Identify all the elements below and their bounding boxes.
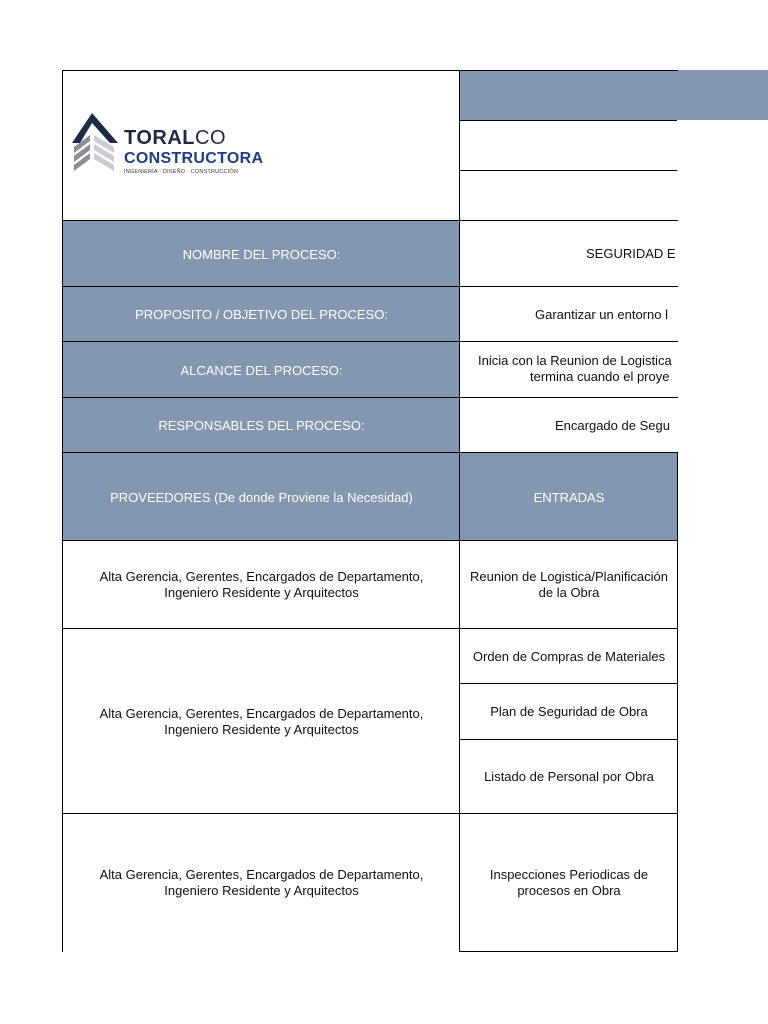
value-proposito-text: Garantizar un entorno l [535,306,668,322]
border-mid-vertical [459,70,460,952]
border-left [62,70,63,952]
row2-entrada-2: Plan de Seguridad de Obra [490,704,648,719]
hline-951 [459,951,678,952]
value-alcance-line1: Inicia con la Reunion de Logistica [478,353,672,368]
hline-813 [62,813,678,814]
row1-proveedor-line1: Alta Gerencia, Gerentes, Encargados de Departamento, [99,569,424,584]
row3-proveedor-line2: Ingeniero Residente y Arquitectos [164,883,359,898]
hline-341 [62,341,678,342]
row1-entrada: Reunion de Logistica/Planificación de la Obra [469,569,668,600]
value-responsables-text: Encargado de Segu [555,417,670,433]
value-alcance-line2: termina cuando el proye [530,369,670,384]
label-proposito: PROPOSITO / OBJETIVO DEL PROCESO: [63,287,460,342]
hline-220 [62,220,678,221]
logo-mark-icon [70,105,120,177]
row2-proveedor-line2: Ingeniero Residente y Arquitectos [164,721,359,737]
value-proposito [460,287,678,342]
header-band-extension [677,70,768,120]
value-nombre-text: SEGURIDAD E [586,246,676,261]
hline-683 [459,683,678,684]
hline-170 [459,170,677,171]
row1-proveedor [63,541,460,629]
row2-entrada-3: Listado de Personal por Obra [484,769,654,784]
col-header-proveedores: PROVEEDORES (De donde Proviene la Necesidad) [63,453,460,541]
label-nombre: NOMBRE DEL PROCESO: [63,221,460,287]
value-alcance [460,342,678,398]
hline-540 [62,540,678,541]
company-logo [70,105,270,185]
hline-286 [62,286,678,287]
logo-tagline: INGENIERÍA · DISEÑO · CONSTRUCCIÓN [124,169,239,175]
hline-739 [459,739,678,740]
row3-proveedor [63,814,460,952]
hline-120 [459,120,677,121]
logo-subtitle: CONSTRUCTORA [124,150,264,167]
label-responsables: RESPONSABLES DEL PROCESO: [63,398,460,453]
row1-proveedor-line2: Ingeniero Residente y Arquitectos [164,585,359,600]
border-top [62,70,678,71]
value-nombre [460,221,678,287]
value-responsables [460,398,678,453]
logo-brand-part2: CO [195,127,227,149]
hline-452 [62,452,678,453]
logo-brand-part1: TORAL [124,127,196,149]
col-header-entradas: ENTRADAS [460,453,678,541]
row3-proveedor-line1: Alta Gerencia, Gerentes, Encargados de Departamento, [99,867,424,882]
hline-628 [62,628,678,629]
row3-entrada: Inspecciones Periodicas de procesos en Obra [489,867,649,898]
hline-397 [62,397,678,398]
row2-proveedor [63,629,460,814]
row2-entrada-1: Orden de Compras de Materiales [472,648,666,664]
row2-proveedor-line1: Alta Gerencia, Gerentes, Encargados de Departamento, [99,705,424,721]
border-right-entradas [677,453,678,952]
label-alcance: ALCANCE DEL PROCESO: [63,342,460,398]
